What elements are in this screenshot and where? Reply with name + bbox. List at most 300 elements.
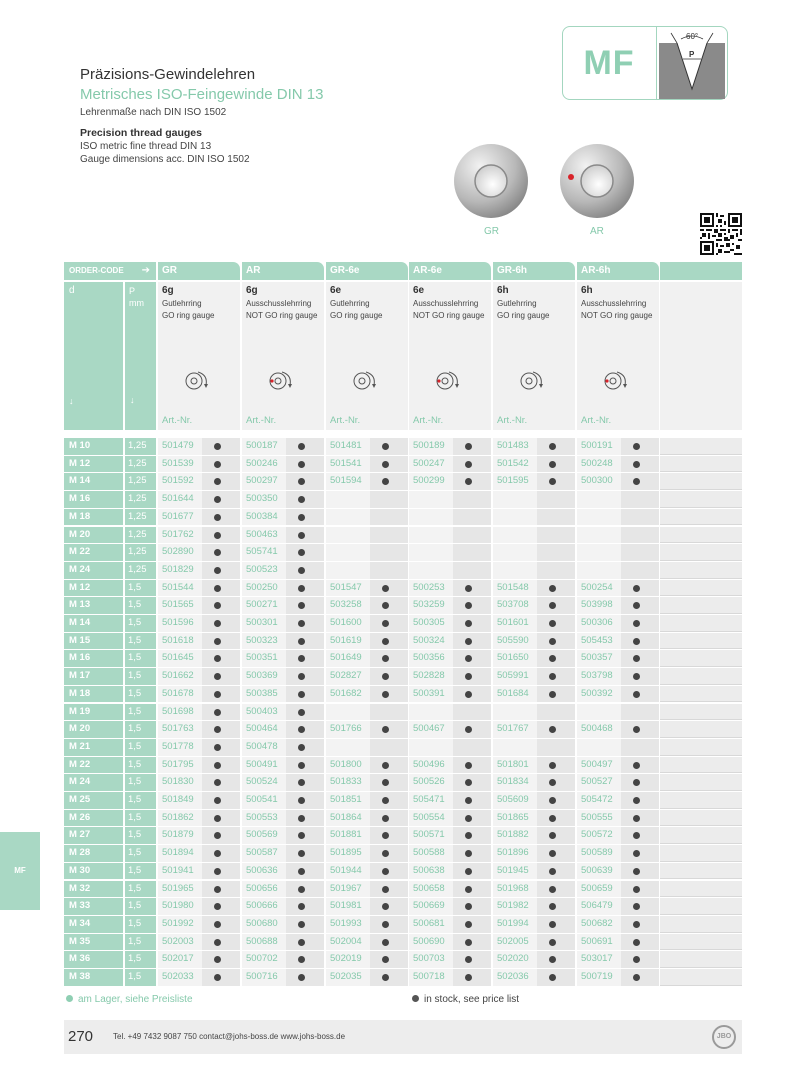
article-cell — [493, 650, 575, 667]
in-stock-dot-icon — [633, 974, 640, 981]
article-cell — [242, 739, 324, 756]
in-stock-dot-icon — [214, 532, 221, 539]
article-number: 501763 — [162, 723, 194, 735]
article-cell — [326, 491, 408, 508]
in-stock-dot-icon — [298, 744, 305, 751]
article-number: 502890 — [162, 546, 194, 558]
article-cell — [409, 721, 491, 738]
article-cell — [409, 739, 491, 756]
gauge-name-en: NOT GO ring gauge — [413, 311, 485, 320]
article-cell — [409, 863, 491, 880]
thread-size-cell: M 18 — [64, 509, 123, 526]
table-row — [64, 951, 742, 969]
in-stock-dot-icon — [549, 886, 556, 893]
in-stock-dot-icon — [465, 638, 472, 645]
article-cell — [409, 473, 491, 490]
article-cell — [242, 615, 324, 632]
article-number: 500384 — [246, 510, 278, 522]
company-logo: JBO — [712, 1025, 736, 1049]
article-cell — [409, 881, 491, 898]
article-cell — [409, 597, 491, 614]
in-stock-dot-icon — [633, 461, 640, 468]
in-stock-dot-icon — [465, 762, 472, 769]
article-number: 501968 — [497, 882, 529, 894]
row-filler — [660, 792, 742, 809]
table-row — [64, 704, 742, 722]
article-number: 501649 — [330, 652, 362, 664]
article-number: 501596 — [162, 617, 194, 628]
article-number: 500682 — [581, 917, 613, 929]
article-number: 503798 — [581, 670, 613, 682]
pitch-cell: 1,5 — [125, 633, 156, 650]
article-cell — [326, 633, 408, 650]
in-stock-dot-icon — [298, 886, 305, 893]
article-number: 500523 — [246, 563, 278, 575]
article-cell — [158, 934, 240, 951]
article-cell — [493, 615, 575, 632]
thread-size-cell: M 25 — [64, 792, 123, 809]
article-number: 500254 — [581, 581, 613, 593]
article-cell — [577, 544, 659, 561]
in-stock-dot-icon — [214, 815, 221, 822]
row-filler — [660, 509, 742, 526]
article-number: 501851 — [330, 794, 362, 805]
article-number: 500681 — [413, 917, 445, 929]
article-cell — [409, 615, 491, 632]
article-number: 500527 — [581, 776, 613, 788]
article-cell — [409, 934, 491, 951]
article-cell — [493, 951, 575, 968]
in-stock-dot-icon — [298, 974, 305, 981]
stock-dot-icon — [66, 995, 73, 1002]
article-cell — [409, 757, 491, 774]
in-stock-dot-icon — [633, 939, 640, 946]
thread-size-cell: M 14 — [64, 615, 123, 632]
article-cell — [577, 774, 659, 791]
article-number: 500588 — [413, 847, 445, 859]
article-cell — [326, 951, 408, 968]
in-stock-dot-icon — [382, 443, 389, 450]
article-cell — [326, 969, 408, 986]
article-number: 501684 — [497, 687, 529, 699]
article-number: 500350 — [246, 493, 278, 505]
article-cell — [577, 668, 659, 685]
article-cell — [577, 934, 659, 951]
in-stock-dot-icon — [549, 585, 556, 592]
article-number: 500351 — [246, 652, 278, 664]
article-number: 500491 — [246, 758, 278, 770]
stock-dot-icon — [412, 995, 419, 1002]
article-cell — [409, 668, 491, 685]
gauge-name-de: Gutlehrring — [330, 299, 370, 308]
article-number: 501834 — [497, 776, 529, 788]
thread-size-cell: M 15 — [64, 633, 123, 650]
article-cell — [158, 580, 240, 597]
row-filler — [660, 456, 742, 473]
article-cell — [409, 916, 491, 933]
row-filler — [660, 704, 742, 721]
article-cell — [577, 757, 659, 774]
article-number: 501650 — [497, 652, 529, 664]
article-cell — [326, 562, 408, 579]
description-filler — [660, 282, 742, 430]
article-number: 500571 — [413, 829, 445, 841]
thread-standard-en: ISO metric fine thread DIN 13 — [80, 141, 212, 152]
in-stock-dot-icon — [465, 691, 472, 698]
in-stock-dot-icon — [382, 921, 389, 928]
gauge-name-en: NOT GO ring gauge — [246, 311, 318, 320]
article-cell — [493, 721, 575, 738]
thread-size-cell: M 16 — [64, 491, 123, 508]
article-number: 500688 — [246, 935, 278, 947]
article-cell — [326, 721, 408, 738]
row-filler — [660, 845, 742, 862]
article-cell — [158, 633, 240, 650]
article-number: 501945 — [497, 864, 529, 876]
article-number: 501795 — [162, 758, 194, 770]
table-row — [64, 491, 742, 509]
article-cell — [242, 757, 324, 774]
article-number: 500247 — [413, 457, 445, 469]
article-number: 501682 — [330, 687, 362, 699]
article-cell — [493, 668, 575, 685]
group-tab-gr-6h: GR-6h — [493, 262, 575, 280]
pitch-cell: 1,25 — [125, 491, 156, 508]
in-stock-dot-icon — [298, 939, 305, 946]
article-number: 502828 — [413, 670, 445, 682]
thread-size-cell: M 18 — [64, 686, 123, 703]
thread-size-cell: M 33 — [64, 898, 123, 915]
pitch-cell: 1,5 — [125, 757, 156, 774]
article-cell — [242, 951, 324, 968]
article-cell — [409, 898, 491, 915]
article-cell — [493, 509, 575, 526]
article-number: 501967 — [330, 882, 362, 894]
row-filler — [660, 934, 742, 951]
go-ring-gauge-image — [453, 143, 529, 219]
article-cell — [493, 580, 575, 597]
in-stock-dot-icon — [549, 461, 556, 468]
article-number: 500656 — [246, 882, 278, 894]
article-number: 502035 — [330, 971, 362, 982]
tolerance-class: 6g — [162, 285, 174, 296]
article-cell — [577, 650, 659, 667]
article-cell — [158, 757, 240, 774]
article-number: 500323 — [246, 634, 278, 646]
article-number: 501849 — [162, 794, 194, 805]
article-number: 502005 — [497, 935, 529, 947]
article-number: 500496 — [413, 758, 445, 770]
in-stock-dot-icon — [465, 886, 472, 893]
article-cell — [326, 934, 408, 951]
article-cell — [242, 633, 324, 650]
article-number: 505471 — [413, 794, 445, 805]
article-cell — [493, 827, 575, 844]
go-ring-rotate-icon — [180, 369, 214, 393]
article-cell — [409, 951, 491, 968]
article-cell — [577, 969, 659, 986]
article-cell — [326, 438, 408, 455]
article-cell — [158, 969, 240, 986]
article-number: 505609 — [497, 794, 529, 805]
article-number: 501778 — [162, 740, 194, 752]
article-number: 501881 — [330, 829, 362, 841]
gauge-name-de: Ausschusslehrring — [581, 299, 647, 308]
article-cell — [493, 704, 575, 721]
art-nr-label: Art.-Nr. — [497, 415, 528, 426]
pitch-cell: 1,5 — [125, 704, 156, 721]
in-stock-dot-icon — [465, 585, 472, 592]
row-filler — [660, 438, 742, 455]
article-cell — [577, 456, 659, 473]
legend-en-text: in stock, see price list — [424, 994, 520, 1005]
thread-size-cell: M 35 — [64, 934, 123, 951]
table-row — [64, 721, 742, 739]
row-filler — [660, 810, 742, 827]
article-cell — [577, 916, 659, 933]
article-number: 500191 — [581, 440, 613, 451]
article-number: 503258 — [330, 599, 362, 611]
page-title-en: Precision thread gauges — [80, 127, 202, 139]
group-tab-ar-6e: AR-6e — [409, 262, 491, 280]
article-number: 500189 — [413, 440, 445, 451]
in-stock-dot-icon — [298, 709, 305, 716]
article-cell — [493, 863, 575, 880]
article-number: 501595 — [497, 475, 529, 487]
article-cell — [242, 650, 324, 667]
article-cell — [577, 704, 659, 721]
thread-size-cell: M 27 — [64, 827, 123, 844]
in-stock-dot-icon — [214, 585, 221, 592]
article-cell — [158, 845, 240, 862]
article-cell — [242, 704, 324, 721]
art-nr-label: Art.-Nr. — [162, 415, 193, 426]
article-cell — [326, 845, 408, 862]
article-number: 503998 — [581, 599, 613, 611]
column-p-label: P — [129, 286, 136, 296]
pitch-cell: 1,5 — [125, 951, 156, 968]
in-stock-dot-icon — [298, 620, 305, 627]
article-number: 500300 — [581, 475, 613, 487]
in-stock-dot-icon — [549, 797, 556, 804]
article-cell — [326, 916, 408, 933]
article-cell — [158, 615, 240, 632]
article-number: 500403 — [246, 705, 278, 717]
article-number: 501644 — [162, 493, 194, 505]
in-stock-dot-icon — [382, 585, 389, 592]
article-cell — [326, 863, 408, 880]
in-stock-dot-icon — [465, 797, 472, 804]
table-row — [64, 845, 742, 863]
table-row — [64, 792, 742, 810]
pitch-cell: 1,5 — [125, 739, 156, 756]
notgo-ring-rotate-icon — [431, 369, 465, 393]
article-number: 502003 — [162, 935, 194, 947]
table-row — [64, 509, 742, 527]
thread-size-cell: M 10 — [64, 438, 123, 455]
article-number: 500467 — [413, 723, 445, 735]
article-cell — [158, 562, 240, 579]
article-number: 500301 — [246, 617, 278, 628]
in-stock-dot-icon — [214, 939, 221, 946]
article-cell — [326, 704, 408, 721]
article-cell — [158, 774, 240, 791]
article-cell — [242, 686, 324, 703]
article-cell — [242, 827, 324, 844]
article-cell — [409, 580, 491, 597]
article-number: 501678 — [162, 687, 194, 699]
article-number: 500541 — [246, 794, 278, 805]
article-cell — [326, 898, 408, 915]
pitch-cell: 1,5 — [125, 863, 156, 880]
article-number: 500463 — [246, 528, 278, 540]
article-cell — [493, 473, 575, 490]
article-cell — [409, 827, 491, 844]
article-cell — [242, 934, 324, 951]
art-nr-label: Art.-Nr. — [246, 415, 277, 426]
article-number: 500464 — [246, 723, 278, 735]
thread-size-cell: M 22 — [64, 544, 123, 561]
arrow-right-icon: ➔ — [141, 265, 150, 276]
table-row — [64, 739, 742, 757]
article-number: 505991 — [497, 670, 529, 682]
thread-size-cell: M 36 — [64, 951, 123, 968]
article-number: 500305 — [413, 617, 445, 628]
in-stock-dot-icon — [465, 868, 472, 875]
article-number: 501882 — [497, 829, 529, 841]
thread-size-cell: M 30 — [64, 863, 123, 880]
article-cell — [409, 774, 491, 791]
in-stock-dot-icon — [633, 797, 640, 804]
article-cell — [242, 509, 324, 526]
article-cell — [493, 562, 575, 579]
page-title: Präzisions-Gewindelehren — [80, 66, 256, 83]
article-cell — [493, 881, 575, 898]
pitch-cell: 1,5 — [125, 898, 156, 915]
in-stock-dot-icon — [465, 939, 472, 946]
gauge-name-de: Gutlehrring — [497, 299, 537, 308]
article-cell — [326, 881, 408, 898]
in-stock-dot-icon — [382, 762, 389, 769]
table-row — [64, 615, 742, 633]
article-number: 500716 — [246, 971, 278, 982]
article-number: 500246 — [246, 457, 278, 469]
article-cell — [326, 792, 408, 809]
article-cell — [242, 456, 324, 473]
article-number: 501762 — [162, 528, 194, 540]
group-desc-gr — [158, 282, 240, 430]
in-stock-dot-icon — [382, 974, 389, 981]
article-cell — [242, 580, 324, 597]
article-cell — [158, 827, 240, 844]
article-number: 501544 — [162, 581, 194, 593]
article-number: 500468 — [581, 723, 613, 735]
thread-size-cell: M 12 — [64, 580, 123, 597]
article-cell — [326, 686, 408, 703]
table-row — [64, 527, 742, 545]
column-d-filler — [64, 412, 123, 430]
article-number: 501541 — [330, 457, 362, 469]
gauge-name-en: GO ring gauge — [162, 311, 215, 320]
row-filler — [660, 951, 742, 968]
row-filler — [660, 527, 742, 544]
in-stock-dot-icon — [633, 620, 640, 627]
article-number: 501941 — [162, 864, 194, 876]
pitch-cell: 1,5 — [125, 881, 156, 898]
thread-size-cell: M 38 — [64, 969, 123, 986]
row-filler — [660, 721, 742, 738]
in-stock-dot-icon — [382, 886, 389, 893]
article-number: 500297 — [246, 475, 278, 487]
in-stock-dot-icon — [549, 762, 556, 769]
article-cell — [577, 721, 659, 738]
article-cell — [326, 774, 408, 791]
article-cell — [326, 580, 408, 597]
article-number: 503259 — [413, 599, 445, 611]
article-cell — [577, 562, 659, 579]
article-number: 500718 — [413, 971, 445, 982]
thread-size-cell: M 21 — [64, 739, 123, 756]
pitch-cell: 1,5 — [125, 827, 156, 844]
article-number: 500324 — [413, 634, 445, 646]
in-stock-dot-icon — [465, 461, 472, 468]
article-cell — [577, 633, 659, 650]
article-number: 500680 — [246, 917, 278, 929]
row-filler — [660, 580, 742, 597]
article-cell — [326, 509, 408, 526]
in-stock-dot-icon — [549, 691, 556, 698]
article-cell — [577, 898, 659, 915]
mf-badge-label: MF — [583, 44, 635, 82]
column-d-label: d — [69, 285, 75, 296]
pitch-cell: 1,5 — [125, 792, 156, 809]
table-row — [64, 686, 742, 704]
pitch-cell: 1,5 — [125, 916, 156, 933]
article-number: 500187 — [246, 440, 278, 451]
article-cell — [577, 810, 659, 827]
in-stock-dot-icon — [382, 620, 389, 627]
article-number: 501619 — [330, 634, 362, 646]
article-cell — [493, 810, 575, 827]
pitch-cell: 1,5 — [125, 721, 156, 738]
article-number: 502004 — [330, 935, 362, 947]
article-cell — [158, 456, 240, 473]
table-row — [64, 633, 742, 651]
row-filler — [660, 827, 742, 844]
article-number: 501830 — [162, 776, 194, 788]
article-cell — [577, 739, 659, 756]
article-cell — [326, 527, 408, 544]
article-number: 500369 — [246, 670, 278, 682]
article-cell — [493, 969, 575, 986]
row-filler — [660, 898, 742, 915]
row-filler — [660, 969, 742, 986]
article-cell — [409, 845, 491, 862]
article-number: 500666 — [246, 900, 278, 912]
in-stock-dot-icon — [633, 921, 640, 928]
article-number: 500356 — [413, 652, 445, 664]
in-stock-dot-icon — [382, 797, 389, 804]
article-number: 500306 — [581, 617, 613, 628]
gauge-name-de: Gutlehrring — [162, 299, 202, 308]
in-stock-dot-icon — [633, 443, 640, 450]
go-ring-rotate-icon — [515, 369, 549, 393]
row-filler — [660, 739, 742, 756]
article-number: 500639 — [581, 864, 613, 876]
article-number: 500659 — [581, 882, 613, 894]
group-tab-ar-6h: AR-6h — [577, 262, 659, 280]
product-table — [64, 262, 742, 982]
